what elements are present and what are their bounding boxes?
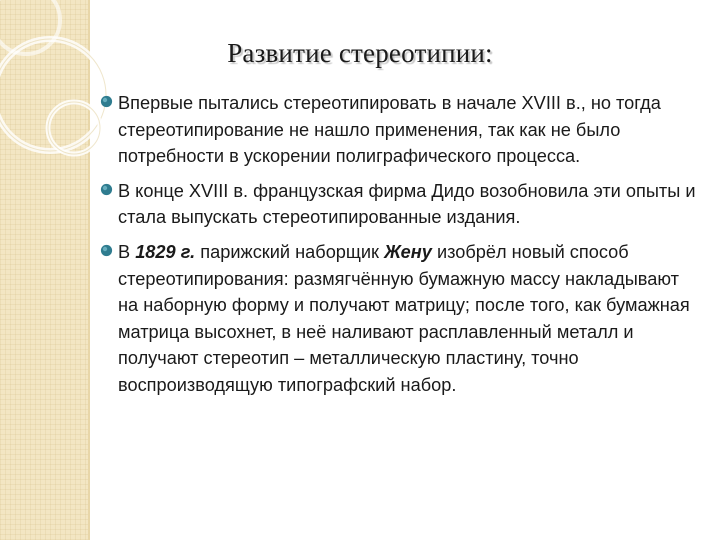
bullet-item bbox=[100, 239, 700, 399]
slide-title: Развитие стереотипии: bbox=[227, 38, 493, 68]
round-bullet-icon bbox=[100, 95, 113, 108]
bullet-item bbox=[100, 178, 700, 231]
highlighted-name: Жену bbox=[384, 241, 432, 262]
bullet-item bbox=[100, 90, 700, 170]
bullet-text-middle: парижский наборщик bbox=[195, 241, 385, 262]
bullet-list bbox=[100, 90, 700, 407]
bullet-text: Впервые пытались стереотипировать в начале XVIII в., но тогда стереотипирование не нашло применения, так как не было потребности в ускорении полиграфического процесса. bbox=[118, 93, 661, 167]
highlighted-year: 1829 г. bbox=[135, 241, 196, 262]
round-bullet-icon bbox=[100, 183, 113, 196]
bullet-text-suffix: изобрёл новый способ стереотипирования: размягчённую бумажную массу накладывают на наборную форму и получают матрицу; после того, как бумажная матрица высохнет, в неё наливают расплавленный металл и получают стереотип – металлическую пластину, точно воспроизводящую типографский набор. bbox=[118, 241, 690, 395]
round-bullet-icon bbox=[100, 244, 113, 257]
bullet-text-prefix: В bbox=[118, 241, 136, 262]
bullet-text: В конце XVIII в. французская фирма Дидо возобновила эти опыты и стала выпускать стереотипированные издания. bbox=[118, 180, 696, 228]
